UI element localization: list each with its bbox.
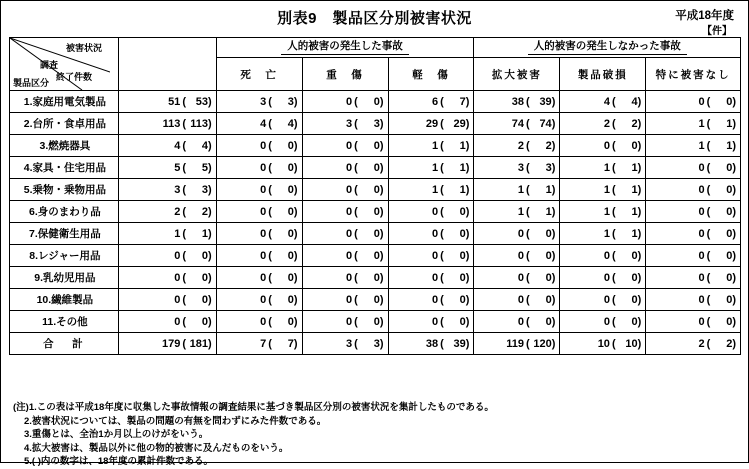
row-category: 4.家具・住宅用品 (10, 157, 119, 179)
cell-expanded-damage: 1 ( 1 ) (474, 179, 560, 201)
cell-expanded-damage: 1 ( 1 ) (474, 201, 560, 223)
total-serious-injury: 3 ( 3 ) (302, 333, 388, 355)
cell-serious-injury: 0 ( 0 ) (302, 223, 388, 245)
cell-death: 0 ( 0 ) (216, 135, 302, 157)
table-row (10, 267, 741, 289)
column-header-expanded-damage: 拡大被害 (474, 58, 560, 91)
cell-serious-injury: 0 ( 0 ) (302, 157, 388, 179)
survey-done-header (118, 38, 216, 91)
cell-product-breakage: 0 ( 0 ) (560, 289, 646, 311)
cell-minor-injury: 0 ( 0 ) (388, 223, 474, 245)
row-category: 8.レジャー用品 (10, 245, 119, 267)
total-minor-injury: 38 ( 39 ) (388, 333, 474, 355)
cell-expanded-damage: 0 ( 0 ) (474, 223, 560, 245)
cell-minor-injury: 0 ( 0 ) (388, 311, 474, 333)
table-row (10, 91, 741, 113)
cell-serious-injury: 0 ( 0 ) (302, 91, 388, 113)
table-row (10, 223, 741, 245)
note-item: 2.被害状況については、製品の問題の有無を問わずにみた件数である。 (24, 415, 327, 427)
cell-minor-injury: 1 ( 1 ) (388, 135, 474, 157)
cell-expanded-damage: 2 ( 2 ) (474, 135, 560, 157)
cell-death: 0 ( 0 ) (216, 267, 302, 289)
cell-product-breakage: 0 ( 0 ) (560, 267, 646, 289)
cell-expanded-damage: 0 ( 0 ) (474, 289, 560, 311)
cell-minor-injury: 0 ( 0 ) (388, 267, 474, 289)
cell-serious-injury: 0 ( 0 ) (302, 201, 388, 223)
total-product-breakage: 10 ( 10 ) (560, 333, 646, 355)
cell-no-damage: 1 ( 1 ) (646, 135, 741, 157)
cell-no-damage: 0 ( 0 ) (646, 157, 741, 179)
cell-serious-injury: 0 ( 0 ) (302, 179, 388, 201)
table-total-row (10, 333, 741, 355)
row-category: 5.乗物・乗物用品 (10, 179, 119, 201)
cell-minor-injury: 29 ( 29 ) (388, 113, 474, 135)
cell-death: 4 ( 4 ) (216, 113, 302, 135)
cell-no-damage: 0 ( 0 ) (646, 311, 741, 333)
cell-death: 0 ( 0 ) (216, 179, 302, 201)
corner-category-label: 製品区分 (13, 78, 50, 88)
cell-death: 3 ( 3 ) (216, 91, 302, 113)
total-survey-done: 179 ( 181 ) (118, 333, 216, 355)
corner-damage-label: 被害状況 (66, 43, 103, 53)
cell-no-damage: 0 ( 0 ) (646, 91, 741, 113)
cell-minor-injury: 0 ( 0 ) (388, 201, 474, 223)
cell-product-breakage: 1 ( 1 ) (560, 201, 646, 223)
cell-product-breakage: 0 ( 0 ) (560, 135, 646, 157)
cell-death: 0 ( 0 ) (216, 157, 302, 179)
corner-survey-label: 調査 (40, 60, 59, 70)
cell-survey-done: 51 ( 53 ) (118, 91, 216, 113)
cell-minor-injury: 6 ( 7 ) (388, 91, 474, 113)
cell-survey-done: 0 ( 0 ) (118, 289, 216, 311)
cell-minor-injury: 0 ( 0 ) (388, 245, 474, 267)
cell-survey-done: 5 ( 5 ) (118, 157, 216, 179)
cell-product-breakage: 1 ( 1 ) (560, 157, 646, 179)
cell-product-breakage: 0 ( 0 ) (560, 311, 646, 333)
cell-serious-injury: 0 ( 0 ) (302, 289, 388, 311)
table-row (10, 157, 741, 179)
cell-survey-done: 0 ( 0 ) (118, 267, 216, 289)
note-item: 5.( )内の数字は、18年度の累計件数である。 (24, 456, 213, 467)
cell-serious-injury: 0 ( 0 ) (302, 135, 388, 157)
damage-table (9, 37, 741, 355)
row-category: 10.繊維製品 (10, 289, 119, 311)
table-row (10, 179, 741, 201)
cell-survey-done: 2 ( 2 ) (118, 201, 216, 223)
cell-expanded-damage: 0 ( 0 ) (474, 245, 560, 267)
damage-table-container (9, 37, 741, 355)
row-category: 9.乳幼児用品 (10, 267, 119, 289)
cell-death: 0 ( 0 ) (216, 245, 302, 267)
total-death: 7 ( 7 ) (216, 333, 302, 355)
cell-death: 0 ( 0 ) (216, 223, 302, 245)
table-header-row-1 (10, 38, 741, 58)
cell-expanded-damage: 0 ( 0 ) (474, 267, 560, 289)
column-header-minor-injury: 軽 傷 (388, 58, 474, 91)
row-category: 2.台所・食卓用品 (10, 113, 119, 135)
table-row (10, 311, 741, 333)
group-header-with-injury: 人的被害の発生した事故 (216, 38, 474, 58)
total-no-damage: 2 ( 2 ) (646, 333, 741, 355)
cell-no-damage: 0 ( 0 ) (646, 267, 741, 289)
group-header-without-injury: 人的被害の発生しなかった事故 (474, 38, 741, 58)
cell-serious-injury: 0 ( 0 ) (302, 267, 388, 289)
table-corner-header (10, 38, 119, 91)
column-header-serious-injury: 重 傷 (302, 58, 388, 91)
note-item: 3.重傷とは、全治1か月以上のけがをいう。 (24, 429, 209, 440)
cell-survey-done: 0 ( 0 ) (118, 311, 216, 333)
note-item: (注)1.この表は平成18年度に収集した事故情報の調査結果に基づき製品区分別の被害状況を集計したものである。 (13, 402, 494, 413)
total-expanded-damage: 119 ( 120 ) (474, 333, 560, 355)
cell-expanded-damage: 3 ( 3 ) (474, 157, 560, 179)
cell-expanded-damage: 74 ( 74 ) (474, 113, 560, 135)
table-row (10, 245, 741, 267)
fiscal-year-label: 平成18年度 (675, 10, 734, 22)
cell-product-breakage: 2 ( 2 ) (560, 113, 646, 135)
document-header (1, 5, 748, 37)
row-category: 3.燃焼器具 (10, 135, 119, 157)
cell-no-damage: 0 ( 0 ) (646, 201, 741, 223)
unit-label: 【件】 (702, 26, 732, 37)
cell-serious-injury: 0 ( 0 ) (302, 311, 388, 333)
cell-survey-done: 4 ( 4 ) (118, 135, 216, 157)
cell-death: 0 ( 0 ) (216, 201, 302, 223)
cell-serious-injury: 3 ( 3 ) (302, 113, 388, 135)
column-header-no-damage: 特に被害なし (646, 58, 741, 91)
cell-survey-done: 0 ( 0 ) (118, 245, 216, 267)
cell-expanded-damage: 0 ( 0 ) (474, 311, 560, 333)
column-header-product-breakage: 製品破損 (560, 58, 646, 91)
cell-product-breakage: 1 ( 1 ) (560, 223, 646, 245)
row-category: 1.家庭用電気製品 (10, 91, 119, 113)
table-row (10, 201, 741, 223)
cell-product-breakage: 4 ( 4 ) (560, 91, 646, 113)
row-category: 11.その他 (10, 311, 119, 333)
cell-expanded-damage: 38 ( 39 ) (474, 91, 560, 113)
table-notes (13, 401, 494, 469)
cell-minor-injury: 1 ( 1 ) (388, 179, 474, 201)
cell-survey-done: 1 ( 1 ) (118, 223, 216, 245)
cell-no-damage: 0 ( 0 ) (646, 289, 741, 311)
column-header-death: 死 亡 (216, 58, 302, 91)
table-row (10, 289, 741, 311)
cell-death: 0 ( 0 ) (216, 289, 302, 311)
total-label: 合 計 (10, 333, 119, 355)
page-title: 別表9 製品区分別被害状況 (277, 10, 472, 27)
cell-no-damage: 0 ( 0 ) (646, 245, 741, 267)
note-item: 4.拡大被害は、製品以外に他の物的被害に及んだものをいう。 (24, 442, 289, 454)
table-row (10, 135, 741, 157)
cell-no-damage: 1 ( 1 ) (646, 113, 741, 135)
corner-done-count-label: 終了件数 (56, 72, 93, 82)
cell-no-damage: 0 ( 0 ) (646, 223, 741, 245)
cell-survey-done: 3 ( 3 ) (118, 179, 216, 201)
cell-product-breakage: 0 ( 0 ) (560, 245, 646, 267)
cell-death: 0 ( 0 ) (216, 311, 302, 333)
cell-serious-injury: 0 ( 0 ) (302, 245, 388, 267)
cell-minor-injury: 1 ( 1 ) (388, 157, 474, 179)
cell-minor-injury: 0 ( 0 ) (388, 289, 474, 311)
cell-survey-done: 113 ( 113 ) (118, 113, 216, 135)
cell-no-damage: 0 ( 0 ) (646, 179, 741, 201)
cell-product-breakage: 1 ( 1 ) (560, 179, 646, 201)
row-category: 7.保健衛生用品 (10, 223, 119, 245)
row-category: 6.身のまわり品 (10, 201, 119, 223)
table-row (10, 113, 741, 135)
